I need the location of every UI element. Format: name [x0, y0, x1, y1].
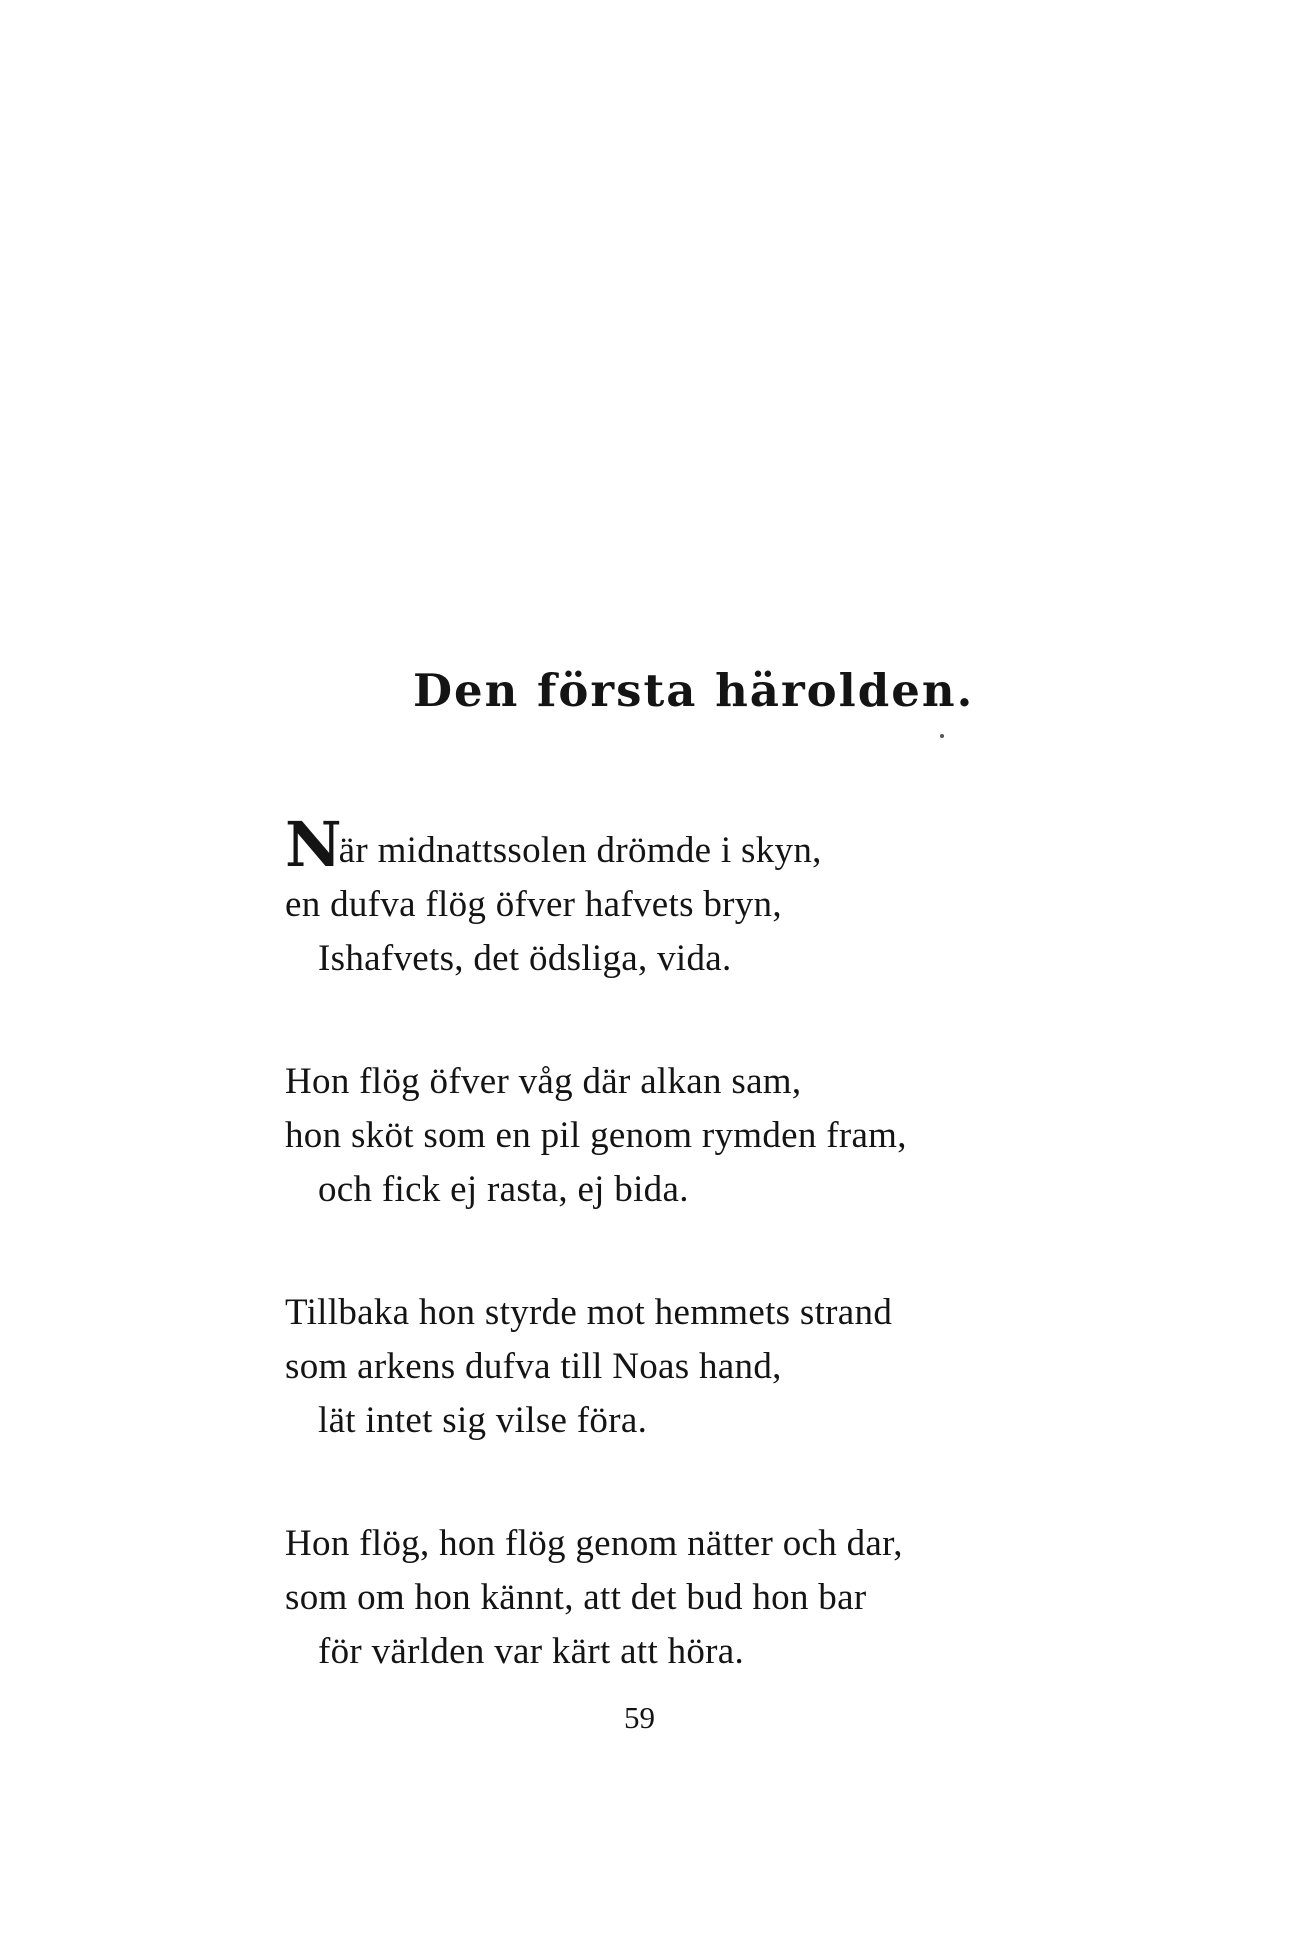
speck: [940, 734, 944, 738]
stanza-line: Tillbaka hon styrde mot hemmets strand: [285, 1292, 893, 1333]
stanza-2: [285, 1055, 907, 1217]
stanza-line: som arkens dufva till Noas hand,: [285, 1346, 782, 1387]
page-number: 59: [624, 1700, 655, 1735]
stanza-line: [285, 808, 822, 881]
stanza-4: [285, 1517, 903, 1679]
stanza-line-indented: lät intet sig vilse föra.: [318, 1400, 648, 1441]
stanza-line-text: är midnattssolen drömde i skyn,: [338, 830, 822, 871]
drop-cap: N: [285, 808, 339, 881]
stanza-line: Hon flög öfver våg där alkan sam,: [285, 1061, 802, 1102]
stanza-line: hon sköt som en pil genom rymden fram,: [285, 1115, 907, 1156]
stanza-line-indented: för världen var kärt att höra.: [318, 1631, 745, 1672]
poem-title: Den första härolden.: [413, 664, 975, 717]
stanza-3: [285, 1286, 892, 1448]
stanza-line: Hon flög, hon flög genom nätter och dar,: [285, 1523, 903, 1564]
stanza-line: som om hon kännt, att det bud hon bar: [285, 1577, 867, 1618]
stanza-line: en dufva flög öfver hafvets bryn,: [285, 884, 782, 925]
stanza-1: [285, 808, 822, 986]
stanza-line-indented: och fick ej rasta, ej bida.: [318, 1169, 689, 1210]
stanza-line-indented: Ishafvets, det ödsliga, vida.: [318, 938, 732, 979]
